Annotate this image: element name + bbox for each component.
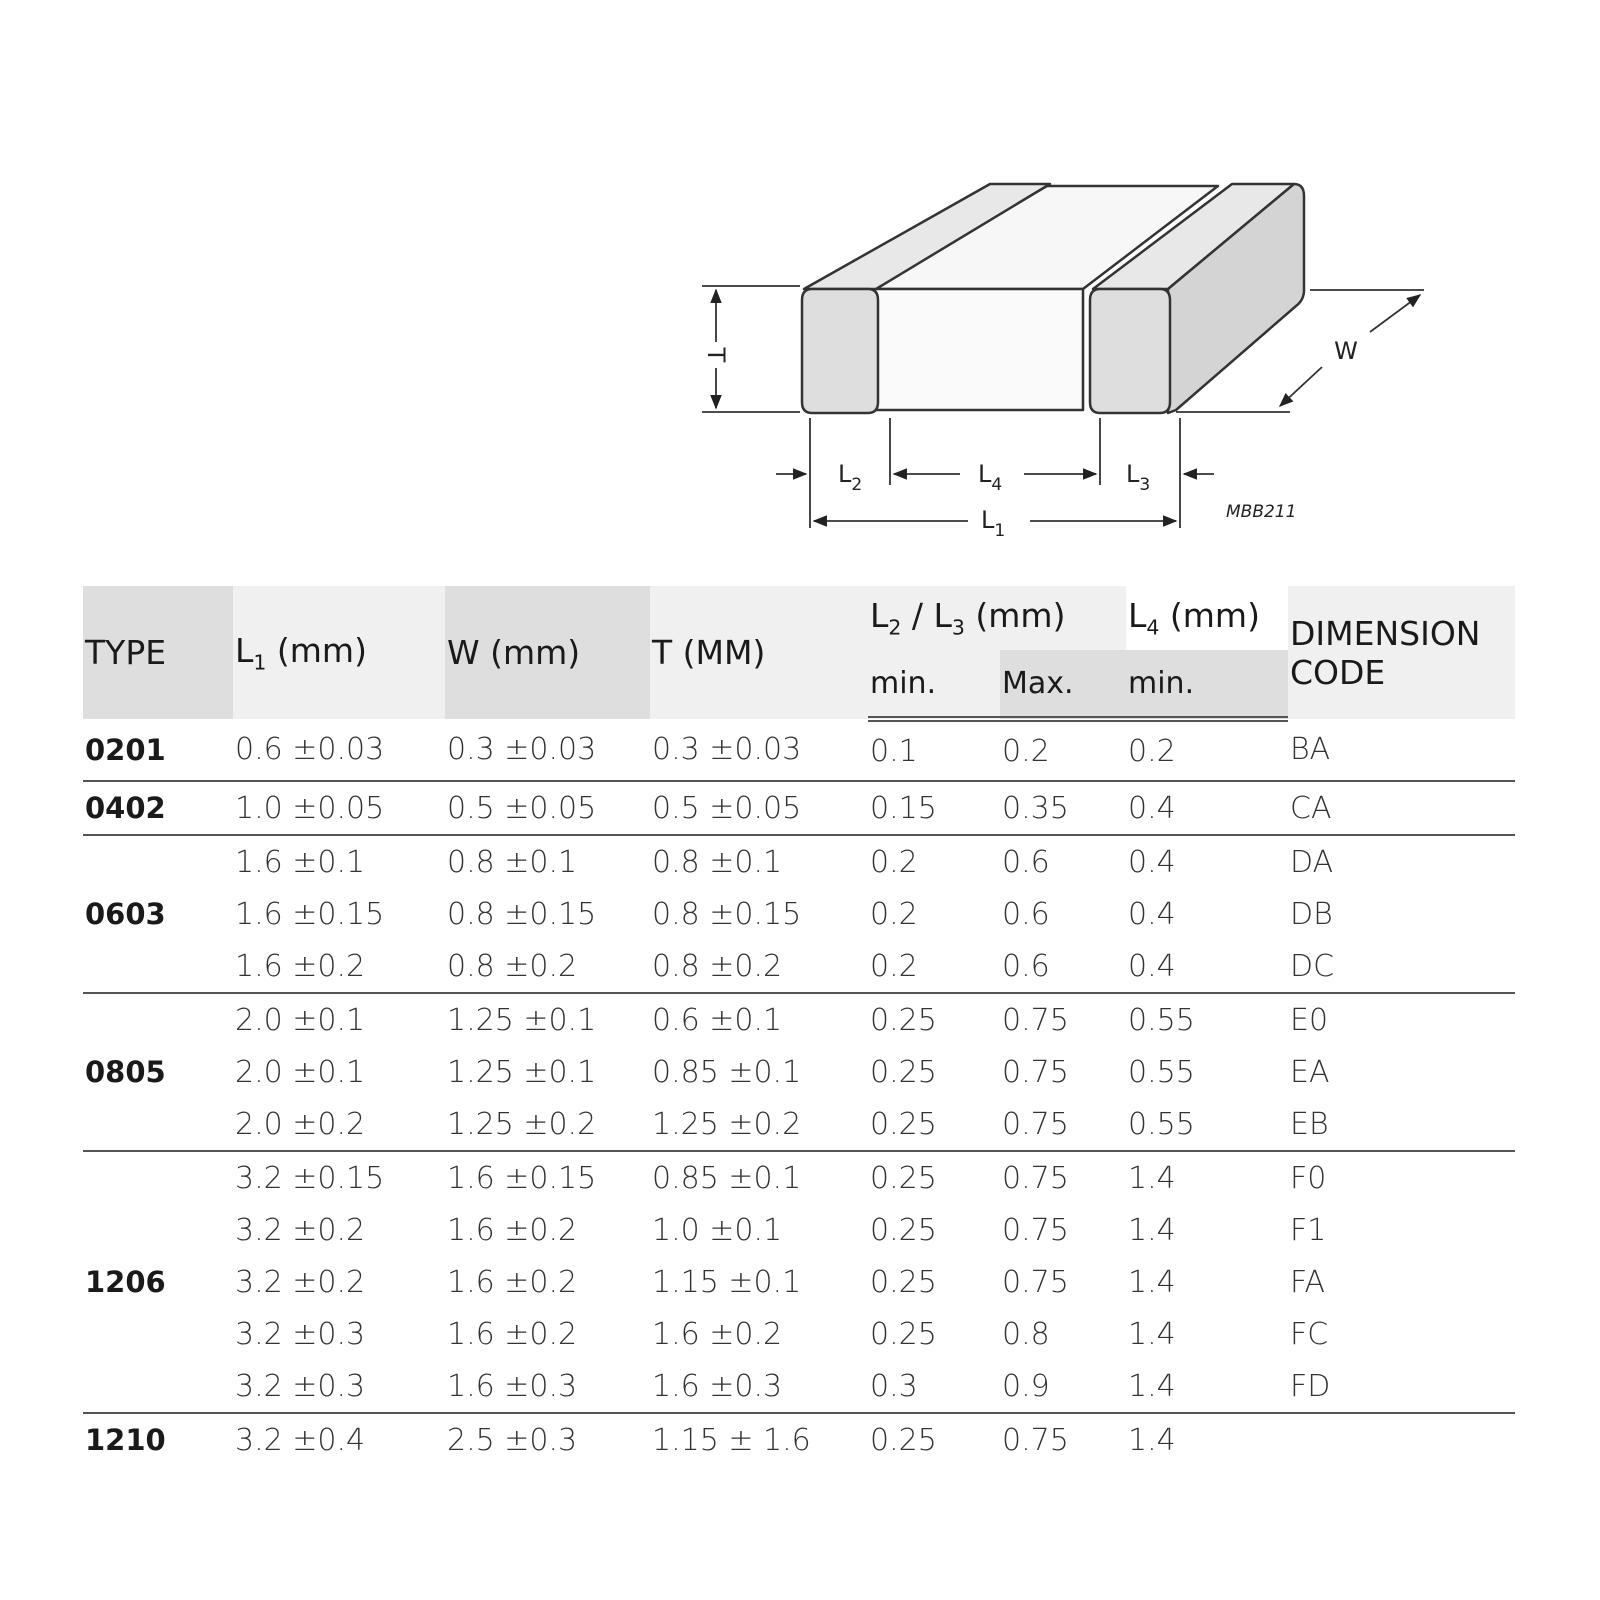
- cell-t: 1.15 ± 1.6: [652, 1422, 811, 1458]
- cell-t: 0.8 ±0.1: [652, 844, 783, 880]
- header-l23-max: Max.: [1000, 650, 1126, 719]
- cell-l23-min: 0.25: [870, 1054, 937, 1090]
- left-terminal-front: [802, 289, 878, 413]
- cell-l23-min: 0.3: [868, 1360, 1000, 1413]
- cell-w: 1.6 ±0.2: [447, 1316, 578, 1352]
- cell-code: F1: [1290, 1212, 1327, 1248]
- header-l4: $L_4$ (mm): [1126, 586, 1288, 650]
- chip-dimension-diagram: [0, 0, 1600, 560]
- cell-type: 0201: [83, 719, 233, 781]
- cell-l1: 3.2 ±0.4: [235, 1422, 366, 1458]
- cell-l4-min: 1.4: [1126, 1360, 1288, 1413]
- extension-lines: [810, 418, 1180, 528]
- cell-l23-max: 0.6: [1002, 896, 1050, 932]
- table-row: [83, 888, 1515, 940]
- cell-l1: 2.0 ±0.1: [235, 1002, 366, 1038]
- cell-l1: 1.0 ±0.05: [233, 781, 445, 835]
- table-row: [83, 1151, 1515, 1204]
- cell-l4-min: 1.4: [1128, 1160, 1176, 1196]
- t-label: T: [702, 347, 730, 363]
- cell-l4-min: 0.55: [1128, 1054, 1195, 1090]
- cell-t: 1.25 ±0.2: [650, 1098, 868, 1151]
- cell-code: E0: [1290, 1002, 1329, 1038]
- cell-l23-min: 0.2: [868, 940, 1000, 993]
- cell-t: 0.85 ±0.1: [652, 1054, 802, 1090]
- cell-t: 0.6 ±0.1: [652, 1002, 783, 1038]
- cell-t: 1.15 ±0.1: [652, 1264, 802, 1300]
- cell-l1: 1.6 ±0.15: [235, 896, 385, 932]
- cell-w: 1.6 ±0.15: [447, 1160, 597, 1196]
- cell-code: DB: [1290, 896, 1333, 932]
- cell-l23-max: 0.2: [1000, 719, 1126, 781]
- cell-l23-min: 0.2: [870, 896, 918, 932]
- cell-w: 0.5 ±0.05: [445, 781, 650, 835]
- cell-code: DA: [1290, 844, 1334, 880]
- cell-l23-min: 0.25: [870, 1422, 937, 1458]
- table-row: [83, 781, 1515, 835]
- table-row: [83, 719, 1515, 781]
- cell-l4-min: 1.4: [1128, 1264, 1176, 1300]
- cell-l1: 3.2 ±0.3: [235, 1316, 366, 1352]
- dimensions-table: [83, 586, 1515, 1466]
- cell-l23-max: 0.75: [1002, 1054, 1069, 1090]
- cell-l23-min: 0.25: [870, 1264, 937, 1300]
- cell-w: 1.25 ±0.1: [447, 1054, 597, 1090]
- cell-l23-max: 0.35: [1000, 781, 1126, 835]
- cell-code: DC: [1288, 940, 1515, 993]
- cell-l23-min: 0.25: [870, 1212, 937, 1248]
- table-row: [83, 1256, 1515, 1308]
- l4-label: $L_4$: [978, 460, 1003, 495]
- table-row: [83, 1413, 1515, 1466]
- cell-l1: 3.2 ±0.15: [235, 1160, 385, 1196]
- cell-l4-min: 0.55: [1126, 1098, 1288, 1151]
- cell-l1: 2.0 ±0.2: [233, 1098, 445, 1151]
- cell-t: 0.5 ±0.05: [650, 781, 868, 835]
- cell-l23-min: 0.25: [870, 1316, 937, 1352]
- chip-body: [802, 184, 1304, 413]
- cell-type: 0402: [83, 781, 233, 835]
- header-type: TYPE: [83, 586, 233, 719]
- l2-label: $L_2$: [838, 460, 863, 495]
- cell-l23-max: 0.6: [1002, 844, 1050, 880]
- header-l4-min: min.: [1126, 650, 1288, 719]
- cell-t: 1.6 ±0.2: [652, 1316, 783, 1352]
- cell-l4-min: 0.4: [1128, 844, 1176, 880]
- cell-code: FD: [1288, 1360, 1515, 1413]
- cell-type: 0603: [83, 835, 233, 993]
- cell-w: 2.5 ±0.3: [447, 1422, 578, 1458]
- header-w: W (mm): [445, 586, 650, 719]
- header-dimension-code: DIMENSION CODE: [1288, 586, 1515, 719]
- cell-t: 1.0 ±0.1: [652, 1212, 783, 1248]
- cell-l4-min: 0.2: [1126, 719, 1288, 781]
- cell-type: 0805: [83, 993, 233, 1151]
- cell-type: 1206: [83, 1151, 233, 1413]
- cell-t: 0.3 ±0.03: [650, 719, 868, 781]
- cell-w: 1.6 ±0.2: [447, 1264, 578, 1300]
- cell-l23-max: 0.75: [1002, 1212, 1069, 1248]
- cell-l1: 3.2 ±0.2: [235, 1264, 366, 1300]
- cell-l4-min: 0.55: [1128, 1002, 1195, 1038]
- cell-l4-min: 0.4: [1126, 781, 1288, 835]
- header-l2-l3: $L_2 / L_3$ (mm): [868, 586, 1126, 650]
- cell-l23-max: 0.75: [1002, 1002, 1069, 1038]
- cell-code: FC: [1290, 1316, 1329, 1352]
- table-row: [83, 993, 1515, 1046]
- cell-l23-min: 0.25: [868, 1098, 1000, 1151]
- cell-w: 0.8 ±0.2: [445, 940, 650, 993]
- cell-l1: 2.0 ±0.1: [235, 1054, 366, 1090]
- cell-w: 0.8 ±0.1: [447, 844, 578, 880]
- cell-w: 1.6 ±0.2: [447, 1212, 578, 1248]
- cell-code: BA: [1288, 719, 1515, 781]
- right-terminal-front: [1090, 289, 1170, 413]
- cell-w: 1.6 ±0.3: [445, 1360, 650, 1413]
- cell-w: 1.25 ±0.1: [447, 1002, 597, 1038]
- cell-code: EA: [1290, 1054, 1330, 1090]
- cell-code: F0: [1290, 1160, 1327, 1196]
- header-l23-min: min.: [868, 650, 1000, 719]
- cell-l23-max: 0.75: [1002, 1264, 1069, 1300]
- cell-l23-min: 0.25: [870, 1002, 937, 1038]
- cell-t: 0.85 ±0.1: [652, 1160, 802, 1196]
- table-row: [83, 1308, 1515, 1360]
- cell-l23-max: 0.6: [1000, 940, 1126, 993]
- cell-l23-max: 0.8: [1002, 1316, 1050, 1352]
- cell-l23-max: 0.9: [1000, 1360, 1126, 1413]
- cell-l1: 1.6 ±0.1: [235, 844, 366, 880]
- w-label: W: [1334, 337, 1358, 365]
- l3-label: $L_3$: [1126, 460, 1151, 495]
- table-row: [83, 835, 1515, 888]
- cell-code: CA: [1288, 781, 1515, 835]
- table-row: [83, 1098, 1515, 1151]
- cell-l23-min: 0.15: [868, 781, 1000, 835]
- cell-l1: 3.2 ±0.3: [233, 1360, 445, 1413]
- cell-code: FA: [1290, 1264, 1326, 1300]
- cell-w: 1.25 ±0.2: [445, 1098, 650, 1151]
- cell-l4-min: 1.4: [1128, 1422, 1176, 1458]
- header-l1: $L_1$ (mm): [233, 586, 445, 719]
- cell-l23-min: 0.2: [870, 844, 918, 880]
- cell-type: 1210: [85, 1423, 166, 1457]
- cell-l1: 3.2 ±0.2: [235, 1212, 366, 1248]
- cell-l4-min: 1.4: [1128, 1212, 1176, 1248]
- cell-l23-min: 0.25: [870, 1160, 937, 1196]
- cell-t: 0.8 ±0.2: [650, 940, 868, 993]
- drawing-reference: MBB211: [1226, 502, 1297, 522]
- cell-l23-min: 0.1: [868, 719, 1000, 781]
- cell-l23-max: 0.75: [1002, 1422, 1069, 1458]
- cell-code: [1288, 1413, 1515, 1466]
- cell-w: 0.3 ±0.03: [445, 719, 650, 781]
- cell-l23-max: 0.75: [1002, 1160, 1069, 1196]
- table-row: [83, 1046, 1515, 1098]
- cell-t: 1.6 ±0.3: [650, 1360, 868, 1413]
- cell-l23-max: 0.75: [1000, 1098, 1126, 1151]
- l1-label: $L_1$: [981, 506, 1006, 541]
- cell-l4-min: 1.4: [1128, 1316, 1176, 1352]
- cell-l4-min: 0.4: [1128, 896, 1176, 932]
- table-row: [83, 1360, 1515, 1413]
- header-t: T (MM): [650, 586, 868, 719]
- cell-l4-min: 0.4: [1126, 940, 1288, 993]
- cell-w: 0.8 ±0.15: [447, 896, 597, 932]
- ceramic-front-face: [865, 289, 1083, 410]
- cell-l1: 0.6 ±0.03: [233, 719, 445, 781]
- cell-l1: 1.6 ±0.2: [233, 940, 445, 993]
- cell-code: EB: [1288, 1098, 1515, 1151]
- table-row: [83, 940, 1515, 993]
- table-row: [83, 1204, 1515, 1256]
- cell-t: 0.8 ±0.15: [652, 896, 802, 932]
